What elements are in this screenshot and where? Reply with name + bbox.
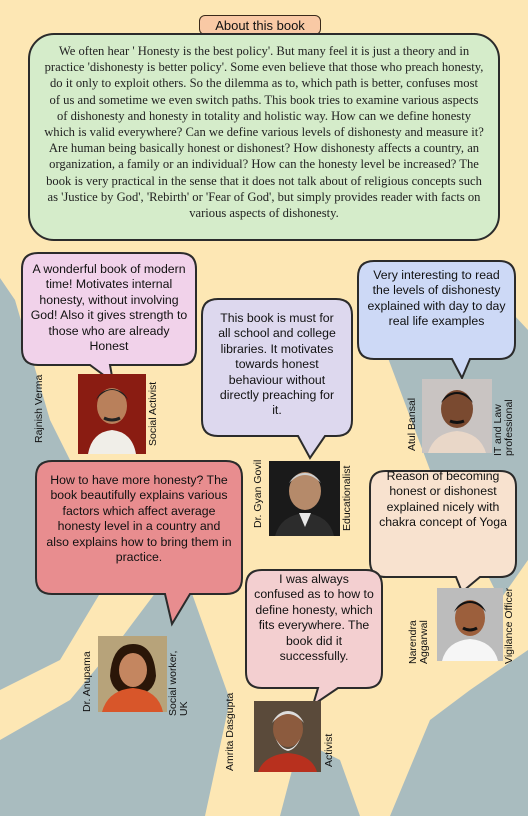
quote-amrita: I was always confused as to how to define honesty, which fits everywhere. The book did it successfully. [254,572,374,664]
quote-atul: Very interesting to read the levels of dishonesty explained with day to day real life examples [367,268,506,329]
name-dr-anupama: Dr. Anupama [81,651,93,712]
role-narendra-aggarwal: Vigilance Officer [503,587,515,664]
name-atul-bansal: Atul Bansal [406,397,418,451]
name-amrita-dasgupta: Amrita Dasgupta [224,692,236,771]
quote-anupama: How to have more honesty? The book beautifully explains various factors which affect average honesty level in a country and also explains how to bring them in practice. [46,473,232,565]
quote-gyan: This book is must for all school and college libraries. It motivates towards honest behaviour without directly preaching for it. [218,311,336,418]
role-gyan-govil: Educationalist [341,465,353,531]
name-narendra-aggarwal: Narendra Aggarwal [407,620,430,664]
photo-narendra-aggarwal [437,588,503,661]
name-gyan-govil: Dr. Gyan Govil [252,459,264,528]
role-atul-bansal: IT and Law professional [492,399,515,456]
photo-rajnish-verma [78,374,146,454]
photo-gyan-govil [269,461,340,536]
name-rajnish-verma: Rajnish Verma [33,374,45,443]
quote-rajnish: A wonderful book of modern time! Motivates internal honesty, without involving God! Also it gives strength to those who are already Honest [30,262,188,354]
role-rajnish-verma: Social Activist [147,381,159,446]
quote-narendra: Reason of becoming honest or dishonest explained nicely with chakra concept of Yoga [379,469,507,530]
role-amrita-dasgupta: Activist [323,733,335,767]
about-description: We often hear ' Honesty is the best policy'. But many feel it is just a theory and in practice 'dishonesty is better policy'. Some even believe that those who preach honesty, do it only to exploit others. So the dilemma as to, which path is better, confuses most of us and sometime we even switch paths. This book tries to examine various aspects of dishonesty and honesty in totality and holistic way. How can we define honesty which is valid everywhere? Can we define various levels of dishonesty and measure it? Are human being basically honest or dishonest? How dishonesty affects a country, an organization, a family or an individual? How can the honesty level be increased? The book is very practical in the sense that it does not talk about of religious concepts such as 'Justice by God', 'Rebirth' or 'Fear of God', but simply provides reader with facts on various aspects of dishonesty. [28,33,500,241]
about-title: About this book [199,15,321,35]
photo-dr-anupama [98,636,167,712]
role-dr-anupama: Social worker, UK [167,650,190,716]
photo-atul-bansal [422,379,492,453]
photo-amrita-dasgupta [254,701,321,772]
